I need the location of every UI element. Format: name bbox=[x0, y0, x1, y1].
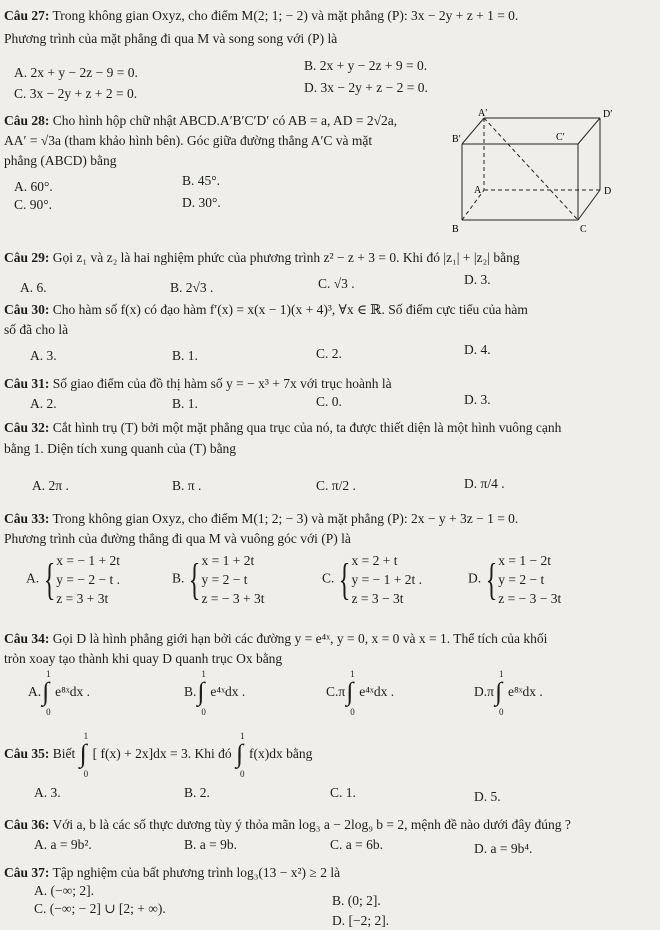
equation-row: z = 3 + 3t bbox=[56, 591, 109, 606]
option-b[interactable]: B. a = 9b. bbox=[184, 837, 237, 852]
option-c[interactable]: C. 0. bbox=[316, 394, 342, 409]
equation-row: y = 2 − t bbox=[201, 572, 248, 587]
vertex-label: A′ bbox=[478, 108, 488, 119]
lower-limit: 0 bbox=[83, 769, 89, 779]
option-b[interactable]: B. 2x + y − 2z + 9 = 0. bbox=[304, 58, 428, 73]
equation-row: x = 2 + t bbox=[351, 553, 398, 568]
question-stem: Biết bbox=[52, 746, 76, 762]
option-b[interactable] bbox=[172, 551, 264, 608]
lower-limit: 0 bbox=[498, 707, 504, 717]
option-a[interactable] bbox=[26, 551, 120, 608]
option-a[interactable] bbox=[28, 669, 90, 717]
coefficient: π bbox=[487, 684, 494, 700]
option-a[interactable]: A. (−∞; 2]. bbox=[34, 883, 94, 898]
option-d[interactable]: D. π/4 . bbox=[464, 476, 505, 491]
option-a[interactable]: A. 2π . bbox=[32, 478, 69, 493]
option-a[interactable]: A. 2. bbox=[30, 396, 57, 411]
upper-limit: 1 bbox=[239, 731, 245, 741]
question-stem: AA′ = √3a (tham khảo hình bên). Góc giữa đường thẳng A′C và mặt bbox=[4, 132, 373, 148]
option-d[interactable]: D. 4. bbox=[464, 342, 491, 357]
question-27 bbox=[4, 8, 652, 101]
equation-row: z = − 3 − 3t bbox=[498, 591, 562, 606]
upper-limit: 1 bbox=[46, 669, 51, 679]
upper-limit: 1 bbox=[350, 669, 355, 679]
lower-limit: 0 bbox=[350, 707, 355, 717]
option-label: D. bbox=[468, 570, 482, 586]
equation-row: x = − 1 + 2t bbox=[56, 553, 120, 568]
option-b[interactable] bbox=[184, 669, 246, 717]
question-label: Câu 33: bbox=[4, 511, 50, 526]
question-34 bbox=[4, 631, 652, 717]
question-stem: tròn xoay tạo thành khi quay D quanh trục Ox bằng bbox=[4, 650, 283, 666]
option-d[interactable]: D. [−2; 2]. bbox=[332, 913, 390, 928]
option-d[interactable]: D. 3. bbox=[464, 392, 491, 407]
option-b[interactable]: B. 45°. bbox=[182, 173, 221, 188]
option-b[interactable]: B. 2. bbox=[184, 785, 210, 800]
question-stem: Gọi D là hình phẳng giới hạn bởi các đường y = e⁴ˣ, y = 0, x = 0 và x = 1. Thể tích của khối bbox=[52, 631, 548, 646]
option-c[interactable]: C. 1. bbox=[330, 785, 356, 800]
coefficient: π bbox=[338, 684, 346, 700]
vertex-label: C bbox=[580, 224, 587, 235]
integrand: e⁸ˣdx . bbox=[507, 684, 543, 700]
question-31 bbox=[4, 376, 652, 411]
option-c[interactable] bbox=[326, 669, 395, 717]
option-d[interactable]: D. 3. bbox=[464, 272, 491, 287]
brace: { bbox=[189, 554, 201, 604]
question-32 bbox=[4, 420, 652, 493]
option-c[interactable]: C. π/2 . bbox=[316, 478, 356, 493]
question-37 bbox=[4, 865, 652, 928]
option-c[interactable]: C. a = 6b. bbox=[330, 837, 383, 852]
question-29 bbox=[4, 250, 652, 295]
question-label: Câu 34: bbox=[4, 631, 50, 646]
question-stem: Tập nghiệm của bất phương trình log₃(13 − x²) ≥ 2 là bbox=[52, 865, 341, 880]
option-b[interactable]: B. 2√3 . bbox=[170, 280, 214, 295]
option-c[interactable]: C. 3x − 2y + z + 2 = 0. bbox=[14, 86, 138, 101]
question-stem: Trong không gian Oxyz, cho điểm M(2; 1; − 2) và mặt phẳng (P): 3x − 2y + z + 1 = 0. bbox=[52, 8, 519, 23]
question-30 bbox=[4, 302, 652, 363]
question-35 bbox=[4, 731, 652, 804]
option-label: A. bbox=[28, 684, 42, 700]
question-stem: Cho hàm số f(x) có đạo hàm f′(x) = x(x − 1)(x + 4)³, ∀x ∈ ℝ. Số điểm cực tiểu của hàm bbox=[52, 302, 528, 317]
question-stem: số đã cho là bbox=[4, 321, 69, 337]
question-stem: Số giao điểm của đồ thị hàm số y = − x³ + 7x với trục hoành là bbox=[52, 376, 392, 391]
integral-sign: 1 ∫ 0 bbox=[494, 669, 504, 717]
option-b[interactable]: B. π . bbox=[172, 478, 202, 493]
question-label: Câu 31: bbox=[4, 376, 50, 391]
option-b[interactable]: B. (0; 2]. bbox=[332, 893, 381, 908]
integral-sign: 1 ∫ 0 bbox=[235, 731, 245, 779]
integral-sign: 1 ∫ 0 bbox=[42, 669, 51, 717]
option-a[interactable]: A. 3. bbox=[30, 348, 57, 363]
equation-row: y = − 1 + 2t . bbox=[351, 572, 422, 587]
question-stem: Phương trình của mặt phẳng đi qua M và song song với (P) là bbox=[4, 30, 338, 46]
option-a[interactable]: A. 6. bbox=[20, 280, 47, 295]
vertex-label: C′ bbox=[556, 132, 565, 143]
integrand: e⁴ˣdx . bbox=[359, 684, 395, 700]
question-label: Câu 30: bbox=[4, 302, 50, 317]
equation-row: x = 1 + 2t bbox=[201, 553, 255, 568]
vertex-label: D′ bbox=[603, 109, 613, 120]
option-label: B. bbox=[184, 684, 197, 700]
question-stem: f(x)dx bằng bbox=[248, 746, 313, 762]
option-b[interactable]: B. 1. bbox=[172, 348, 198, 363]
vertex-label: B′ bbox=[452, 134, 461, 145]
option-d[interactable]: D. 3x − 2y + z − 2 = 0. bbox=[304, 80, 428, 95]
upper-limit: 1 bbox=[83, 731, 89, 741]
integrand: e⁸ˣdx . bbox=[55, 684, 90, 700]
lower-limit: 0 bbox=[46, 707, 51, 717]
question-label: Câu 29: bbox=[4, 250, 50, 265]
equation-row: y = 2 − t bbox=[498, 572, 545, 587]
question-28 bbox=[4, 113, 450, 212]
vertex-label: D bbox=[604, 186, 612, 197]
question-label: Câu 37: bbox=[4, 865, 50, 880]
option-a[interactable]: A. a = 9b². bbox=[34, 837, 92, 852]
integral-sign: 1 ∫ 0 bbox=[79, 731, 89, 779]
option-c[interactable]: C. (−∞; − 2] ∪ [2; + ∞). bbox=[34, 901, 166, 916]
option-a[interactable]: A. 3. bbox=[34, 785, 61, 800]
option-d[interactable] bbox=[474, 669, 543, 717]
question-stem: Phương trình của đường thẳng đi qua M và vuông góc với (P) là bbox=[4, 530, 351, 546]
integral-sign: 1 ∫ 0 bbox=[197, 669, 206, 717]
question-label: Câu 28: bbox=[4, 113, 50, 128]
option-d[interactable]: D. 5. bbox=[474, 789, 501, 804]
question-stem: Trong không gian Oxyz, cho điểm M(1; 2; − 3) và mặt phẳng (P): 2x − y + 3z − 1 = 0. bbox=[52, 511, 519, 526]
question-stem: Gọi z₁ và z₂ là hai nghiệm phức của phương trình z² − z + 3 = 0. Khi đó |z₁| + |z₂| bằng bbox=[52, 250, 520, 265]
option-label: D. bbox=[474, 684, 488, 700]
question-33 bbox=[4, 511, 652, 606]
integral-sign: 1 ∫ 0 bbox=[346, 669, 355, 717]
brace: { bbox=[339, 554, 351, 604]
question-stem: [ f(x) + 2x]dx = 3. Khi đó bbox=[92, 746, 232, 762]
integrand: e⁴ˣdx . bbox=[210, 684, 246, 700]
option-a[interactable]: A. 2x + y − 2z − 9 = 0. bbox=[14, 65, 138, 80]
option-d[interactable] bbox=[468, 551, 561, 608]
vertex-label: B bbox=[452, 224, 459, 235]
option-d[interactable]: D. 30°. bbox=[182, 195, 221, 210]
option-c[interactable] bbox=[322, 551, 422, 608]
option-label: A. bbox=[26, 570, 40, 586]
option-c[interactable]: C. 90°. bbox=[14, 197, 53, 212]
vertex-label: A bbox=[474, 185, 482, 196]
option-label: C. bbox=[326, 684, 339, 700]
box-figure bbox=[452, 108, 638, 238]
equation-row: x = 1 − 2t bbox=[498, 553, 551, 568]
option-b[interactable]: B. 1. bbox=[172, 396, 198, 411]
upper-limit: 1 bbox=[498, 669, 504, 679]
question-36 bbox=[4, 817, 652, 856]
brace: { bbox=[485, 554, 498, 604]
equation-row: z = − 3 + 3t bbox=[201, 591, 265, 606]
equation-row: y = − 2 − t . bbox=[56, 572, 120, 587]
brace: { bbox=[43, 554, 56, 604]
upper-limit: 1 bbox=[201, 669, 206, 679]
lower-limit: 0 bbox=[239, 769, 245, 779]
equation-row: z = 3 − 3t bbox=[351, 591, 404, 606]
question-stem: Với a, b là các số thực dương tùy ý thỏa mãn log₃ a − 2log₉ b = 2, mệnh đề nào dưới đây đúng ? bbox=[52, 817, 571, 832]
option-c[interactable]: C. 2. bbox=[316, 346, 342, 361]
option-label: B. bbox=[172, 570, 185, 586]
option-a[interactable]: A. 60°. bbox=[14, 179, 53, 194]
option-label: C. bbox=[322, 570, 335, 586]
lower-limit: 0 bbox=[201, 707, 206, 717]
question-label: Câu 36: bbox=[4, 817, 50, 832]
option-c[interactable]: C. √3 . bbox=[318, 276, 355, 291]
question-label: Câu 35: bbox=[4, 746, 50, 762]
question-stem: phẳng (ABCD) bằng bbox=[4, 152, 117, 168]
question-label: Câu 27: bbox=[4, 8, 50, 23]
question-stem: Cho hình hộp chữ nhật ABCD.A′B′C′D′ có AB = a, AD = 2√2a, bbox=[52, 113, 398, 128]
question-stem: Cắt hình trụ (T) bởi một mặt phẳng qua trục của nó, ta được thiết diện là một hình vuông cạnh bbox=[52, 420, 562, 435]
question-stem: bằng 1. Diện tích xung quanh của (T) bằng bbox=[4, 440, 237, 456]
option-d[interactable]: D. a = 9b⁴. bbox=[474, 841, 533, 856]
question-label: Câu 32: bbox=[4, 420, 50, 435]
